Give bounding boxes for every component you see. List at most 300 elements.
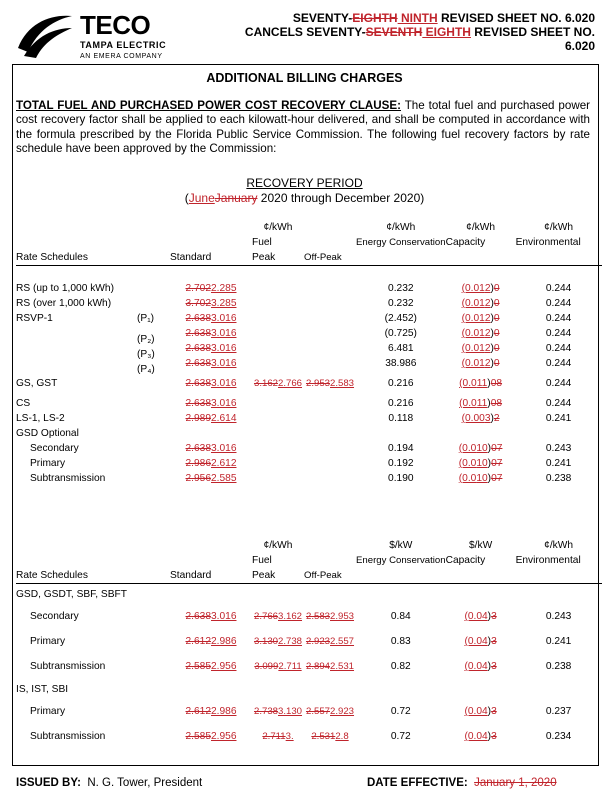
rate-schedule-name — [16, 341, 170, 360]
new-value: 2.614 — [211, 413, 237, 424]
new-value: 2.531 — [330, 660, 355, 672]
peak-value — [252, 396, 304, 411]
fuel-factor-table-kwh — [16, 220, 602, 486]
environmental-value: 0.241 — [545, 413, 572, 424]
energy-conservation-value: 0.72 — [390, 731, 411, 742]
cap-paren: ) — [490, 413, 494, 424]
environmental-value: 0.244 — [545, 283, 572, 294]
capacity-value — [446, 326, 516, 341]
environmental-value: 0.237 — [545, 706, 572, 717]
cap-new-digit: 4 — [482, 661, 488, 672]
energy-conservation-value: 6.481 — [388, 343, 414, 354]
struck-value: 2.585 — [185, 661, 211, 672]
capacity-value — [446, 629, 516, 654]
struck-value: 2.638 — [185, 358, 211, 369]
cap-prefix: (0.0 — [459, 398, 477, 409]
cap-new-digit: 4 — [482, 611, 488, 622]
new-value: 2.986 — [211, 636, 237, 647]
rate-schedule-name — [16, 629, 170, 654]
rate-period-label: (P₁) — [137, 313, 155, 324]
standard-value — [170, 456, 252, 471]
new-value: 2.711 — [278, 660, 302, 672]
struck-value: 2.638 — [185, 398, 211, 409]
recovery-period-range: (JuneJanuary 2020 through December 2020) — [184, 191, 425, 205]
environmental-value: 0.244 — [545, 398, 572, 409]
energy-conservation-value: 0.83 — [390, 636, 411, 647]
peak-header-2: Peak — [252, 568, 304, 584]
struck-value: 3.702 — [185, 298, 211, 309]
issued-by — [16, 777, 202, 789]
capacity-value — [446, 341, 516, 356]
offpeak-header: Off-Peak — [304, 250, 356, 266]
offpeak-value — [304, 604, 356, 629]
offpeak-value — [304, 296, 356, 311]
offpeak-header-2: Off-Peak — [304, 568, 356, 584]
rate-schedule-label: GSD Optional — [16, 428, 79, 439]
rate-schedule-name — [16, 654, 170, 679]
struck-value: 3.099 — [254, 660, 279, 672]
rate-schedule-name — [16, 296, 170, 311]
standard-value — [170, 396, 252, 411]
energy-conservation-value: 0.118 — [388, 413, 414, 424]
struck-value: 2.894 — [305, 660, 330, 672]
standard-value — [170, 296, 252, 311]
peak-value — [252, 471, 304, 486]
new-value: 2.8 — [335, 730, 349, 742]
cap-old-digit: 08 — [490, 398, 503, 409]
new-value: 3.162 — [278, 610, 303, 622]
env-header: Environmental — [515, 237, 581, 248]
group-title: IS, IST, SBI — [16, 683, 69, 695]
new-value: 3.016 — [211, 443, 237, 454]
intro-paragraph — [16, 99, 590, 157]
peak-value — [252, 654, 304, 679]
cap-paren: ) — [490, 328, 494, 339]
rate-schedule-label: Subtransmission — [30, 473, 106, 484]
struck-value: 2.638 — [185, 313, 211, 324]
struck-value: 2.923 — [305, 635, 330, 647]
capacity-value — [446, 471, 516, 486]
energy-conservation-value: 0.232 — [388, 283, 414, 294]
group-title-row — [16, 584, 602, 605]
new-value: 3.016 — [211, 343, 237, 354]
cap-old-digit: 0 — [493, 343, 500, 354]
table-row — [16, 456, 602, 471]
new-value: 2.956 — [211, 661, 237, 672]
new-value: 3.285 — [211, 298, 237, 309]
cap-old-digit: 3 — [491, 706, 497, 717]
standard-value — [170, 699, 252, 724]
new-value: 3. — [285, 730, 294, 742]
rate-schedule-name — [16, 356, 170, 375]
cap-paren: ) — [487, 473, 492, 484]
struck-value: 2.711 — [262, 730, 286, 742]
table-row — [16, 341, 602, 356]
environmental-value: 0.244 — [545, 378, 572, 389]
offpeak-value — [304, 341, 356, 356]
capacity-value — [446, 356, 516, 371]
struck-value: 2.986 — [185, 458, 211, 469]
cap-header: Capacity — [445, 237, 486, 248]
cap-paren: ) — [490, 283, 494, 294]
cancels-sheet-line: CANCELS SEVENTY-SEVENTH EIGHTH REVISED SHEET NO. — [244, 25, 595, 39]
table-row — [16, 471, 602, 486]
offpeak-value — [304, 311, 356, 326]
environmental-value: 0.244 — [545, 358, 572, 369]
standard-header-2: Standard — [170, 568, 252, 584]
cancels-sheet-number: 6.020 — [564, 39, 595, 53]
peak-value — [252, 629, 304, 654]
cap-old-digit: 2 — [493, 413, 500, 424]
new-value: 2.585 — [211, 473, 237, 484]
cap-header-2: Capacity — [445, 555, 486, 566]
new-value: 2.953 — [330, 610, 355, 622]
environmental-value: 0.244 — [545, 298, 572, 309]
new-value: 3.016 — [211, 398, 237, 409]
cap-prefix: (0.0 — [458, 458, 477, 469]
standard-value — [170, 724, 252, 749]
struck-value: 2.638 — [185, 343, 211, 354]
cap-paren: ) — [487, 661, 492, 672]
energy-conservation-value: 0.216 — [388, 398, 414, 409]
offpeak-value — [304, 724, 356, 749]
standard-value — [170, 629, 252, 654]
rate-schedule-label: LS-1, LS-2 — [16, 413, 65, 424]
env-header-2: Environmental — [515, 555, 581, 566]
rate-schedule-label: Primary — [30, 636, 66, 647]
struck-value: 2.702 — [185, 283, 211, 294]
capacity-value — [446, 654, 516, 679]
logo-tagline: AN EMERA COMPANY — [80, 53, 163, 60]
table-row — [16, 411, 602, 426]
energy-conservation-value: 0.84 — [390, 611, 411, 622]
rate-schedule-name — [16, 471, 170, 486]
peak-value — [252, 326, 304, 341]
cap-paren: ) — [487, 378, 491, 389]
peak-value — [252, 281, 304, 296]
cap-paren: ) — [487, 636, 492, 647]
struck-value: 2.638 — [185, 611, 211, 622]
table-row — [16, 356, 602, 371]
capacity-value — [446, 396, 516, 411]
offpeak-value — [304, 411, 356, 426]
new-value: 2.956 — [211, 731, 237, 742]
cap-paren: ) — [487, 611, 492, 622]
issued-value: N. G. Tower, President — [87, 777, 203, 789]
cap-old-digit: 07 — [491, 473, 503, 484]
cap-new-digit: 11 — [476, 378, 488, 389]
standard-value — [170, 471, 252, 486]
struck-value: 2.638 — [185, 378, 211, 389]
standard-value — [170, 356, 252, 371]
cap-paren: ) — [487, 706, 492, 717]
new-value: 2.766 — [278, 377, 303, 389]
offpeak-value — [304, 441, 356, 456]
new-value: 2.612 — [211, 458, 237, 469]
cap-old-digit: 0 — [493, 328, 500, 339]
cap-old-digit: 0 — [493, 313, 500, 324]
standard-value — [170, 341, 252, 356]
recovery-period-label: RECOVERY PERIOD — [246, 176, 363, 190]
cap-old-digit: 0 — [493, 283, 500, 294]
cap-new-digit: 2 — [484, 283, 491, 294]
cap-prefix: (0.0 — [458, 473, 477, 484]
rate-schedule-label: RS (up to 1,000 kWh) — [16, 283, 114, 294]
page-title: ADDITIONAL BILLING CHARGES — [206, 71, 403, 85]
standard-value — [170, 326, 252, 341]
environmental-value: 0.244 — [545, 328, 572, 339]
cap-prefix: (0.0 — [464, 706, 482, 717]
standard-value — [170, 371, 252, 396]
environmental-value: 0.243 — [545, 611, 572, 622]
environmental-value: 0.244 — [545, 313, 572, 324]
table-row — [16, 604, 602, 629]
cap-old-digit: 07 — [491, 458, 503, 469]
cap-prefix: (0.01 — [461, 343, 485, 354]
rate-period-label: (P₃) — [137, 348, 155, 360]
table-row — [16, 699, 602, 724]
ec-header-2: Energy Conservation — [356, 554, 446, 566]
standard-value — [170, 411, 252, 426]
cap-old-digit: 07 — [491, 443, 503, 454]
cap-old-digit: 3 — [491, 636, 497, 647]
new-value: 2.557 — [330, 635, 355, 647]
struck-value: 2.612 — [185, 636, 211, 647]
new-value: 3.016 — [211, 611, 237, 622]
table-row — [16, 296, 602, 311]
rate-schedule-label: RSVP-1 — [16, 313, 53, 324]
fuel-factor-table-kw — [16, 538, 602, 749]
energy-conservation-value: 0.82 — [390, 661, 411, 672]
env-unit: ¢/kWh — [544, 222, 574, 233]
struck-value: 2.612 — [185, 706, 211, 717]
company-logo — [14, 8, 204, 68]
offpeak-value — [304, 356, 356, 371]
offpeak-value — [304, 654, 356, 679]
logo-wordmark: TECO — [80, 10, 151, 40]
cap-new-digit: 3 — [484, 413, 491, 424]
rate-schedule-name — [16, 456, 170, 471]
rate-schedule-label: CS — [16, 398, 31, 409]
cap-prefix: (0.0 — [458, 443, 477, 454]
struck-value: 2.638 — [185, 443, 211, 454]
rate-schedules-header: Rate Schedules — [16, 250, 170, 266]
cap-prefix: (0.00 — [461, 413, 485, 424]
rate-schedule-label: RS (over 1,000 kWh) — [16, 298, 112, 309]
table-row — [16, 311, 602, 326]
rate-schedule-name — [16, 411, 170, 426]
cap-paren: ) — [490, 343, 494, 354]
table-row — [16, 629, 602, 654]
cap-new-digit: 4 — [482, 636, 488, 647]
offpeak-value — [304, 396, 356, 411]
energy-conservation-value: 0.72 — [390, 706, 411, 717]
peak-value — [252, 371, 304, 396]
cap-old-digit: 08 — [490, 378, 503, 389]
new-value: 3.130 — [278, 705, 303, 717]
cap-old-digit: 0 — [493, 358, 500, 369]
cap-prefix: (0.0 — [464, 731, 482, 742]
group-title: GSD, GSDT, SBF, SBFT — [16, 588, 127, 600]
table-row — [16, 426, 602, 441]
cap-prefix: (0.01 — [461, 358, 485, 369]
energy-conservation-value: 0.190 — [388, 473, 414, 484]
effective-label: DATE EFFECTIVE: — [367, 777, 468, 789]
peak-value — [252, 411, 304, 426]
cap-new-digit: 4 — [482, 731, 488, 742]
capacity-value — [446, 724, 516, 749]
teco-swoosh-icon — [14, 8, 76, 64]
struck-value: 3.162 — [253, 377, 278, 389]
cap-prefix: (0.01 — [461, 298, 485, 309]
ec-header: Energy Conservation — [356, 236, 446, 248]
date-effective — [367, 777, 557, 789]
peak-value — [252, 426, 304, 441]
rate-period-label: (P₂) — [137, 333, 155, 345]
standard-value — [170, 604, 252, 629]
environmental-value: 0.238 — [545, 661, 572, 672]
cap-paren: ) — [490, 298, 494, 309]
cap-new-digit: 2 — [484, 313, 491, 324]
cap-prefix: (0.0 — [464, 611, 482, 622]
struck-value: 2.638 — [185, 328, 211, 339]
cap-prefix: (0.0 — [464, 636, 482, 647]
sheet-number-line: SEVENTY-EIGHTH NINTH REVISED SHEET NO. 6.020 — [292, 11, 595, 25]
peak-value — [252, 604, 304, 629]
environmental-value: 0.238 — [545, 473, 572, 484]
table-row — [16, 281, 602, 296]
rate-schedule-name — [16, 396, 170, 411]
rate-schedule-label: Subtransmission — [30, 731, 106, 742]
cap-new-digit: 4 — [482, 706, 488, 717]
standard-value — [170, 441, 252, 456]
rate-schedule-label: Subtransmission — [30, 661, 106, 672]
capacity-value — [446, 699, 516, 724]
rate-schedule-name — [16, 426, 170, 441]
peak-header: Peak — [252, 250, 304, 266]
struck-value: 3.130 — [253, 635, 278, 647]
capacity-value — [446, 604, 516, 629]
energy-conservation-value — [356, 426, 446, 441]
environmental-value: 0.234 — [545, 731, 572, 742]
ec-unit: ¢/kWh — [386, 222, 416, 233]
fuel-header-2: Fuel — [252, 555, 272, 566]
peak-value — [252, 724, 304, 749]
standard-value — [170, 281, 252, 296]
rate-period-label: (P₄) — [137, 363, 155, 375]
new-value: 2.923 — [330, 705, 355, 717]
table-row — [16, 371, 602, 396]
rate-schedule-name — [16, 326, 170, 345]
table-row — [16, 724, 602, 749]
struck-value: 2.531 — [311, 730, 336, 742]
rate-schedule-label: Primary — [30, 706, 66, 717]
energy-conservation-value: 0.232 — [388, 298, 414, 309]
offpeak-value — [304, 326, 356, 341]
cap-new-digit: 2 — [484, 328, 491, 339]
rate-schedule-name — [16, 604, 170, 629]
struck-value: 2.583 — [305, 610, 330, 622]
effective-value: January 1, 2020 — [474, 777, 557, 789]
environmental-value: 0.241 — [545, 458, 572, 469]
cap-prefix: (0.0 — [459, 378, 477, 389]
peak-value — [252, 311, 304, 326]
rate-schedule-label: Primary — [30, 458, 66, 469]
standard-value — [170, 311, 252, 326]
rate-schedule-label: Secondary — [30, 443, 79, 454]
offpeak-value — [304, 699, 356, 724]
capacity-value — [446, 311, 516, 326]
ec-unit-2: $/kW — [389, 540, 413, 551]
cap-unit-2: $/kW — [468, 540, 493, 551]
energy-conservation-value: (2.452) — [384, 313, 417, 324]
fuel-unit: ¢/kWh — [263, 222, 293, 233]
cap-old-digit: 3 — [491, 611, 497, 622]
rate-schedule-label: Secondary — [30, 611, 79, 622]
capacity-value — [446, 281, 516, 296]
cap-prefix: (0.01 — [461, 313, 485, 324]
cap-old-digit: 3 — [491, 661, 497, 672]
cap-prefix: (0.01 — [461, 283, 485, 294]
rate-schedule-name — [16, 371, 170, 396]
peak-value — [252, 441, 304, 456]
cap-new-digit: 2 — [484, 358, 491, 369]
capacity-value — [446, 456, 516, 471]
struck-value: 2.989 — [185, 413, 211, 424]
cap-paren: ) — [490, 313, 494, 324]
struck-value: 2.956 — [185, 473, 211, 484]
logo-subtitle: TAMPA ELECTRIC — [80, 40, 167, 50]
cap-paren: ) — [490, 358, 494, 369]
cap-paren: ) — [487, 458, 492, 469]
capacity-value — [446, 296, 516, 311]
offpeak-value — [304, 471, 356, 486]
struck-value: 2.766 — [253, 610, 278, 622]
cap-old-digit: 0 — [493, 298, 500, 309]
cap-paren: ) — [487, 443, 492, 454]
table-row — [16, 326, 602, 341]
capacity-value — [446, 426, 516, 441]
peak-value — [252, 296, 304, 311]
fuel-unit-2: ¢/kWh — [263, 540, 293, 551]
struck-value: 2.557 — [305, 705, 330, 717]
new-value: 2.738 — [278, 635, 303, 647]
cap-new-digit: 10 — [476, 473, 488, 484]
rate-schedule-name — [16, 441, 170, 456]
rate-schedule-name — [16, 311, 170, 326]
table-row — [16, 654, 602, 679]
capacity-value — [446, 441, 516, 456]
table-row — [16, 441, 602, 456]
cap-new-digit: 11 — [476, 398, 488, 409]
cap-new-digit: 2 — [484, 343, 491, 354]
energy-conservation-value: 0.216 — [388, 378, 414, 389]
fuel-header: Fuel — [252, 237, 272, 248]
new-value: 3.016 — [211, 358, 237, 369]
clause-body: The total fuel and purchased power cost recovery factor shall be applied to each kilowatt-hour delivered, and shall be computed in accordance with the formula prescribed by the Florida Public Service Commission. The following fuel recovery factors by rate schedule have been approved by the Commission: — [16, 99, 591, 156]
offpeak-value — [304, 456, 356, 471]
peak-value — [252, 699, 304, 724]
table-row — [16, 396, 602, 411]
new-value: 2.583 — [330, 377, 355, 389]
environmental-value — [516, 426, 602, 441]
offpeak-value — [304, 629, 356, 654]
cap-new-digit: 10 — [476, 443, 488, 454]
group-title-row — [16, 679, 602, 699]
cap-new-digit: 10 — [476, 458, 488, 469]
env-unit-2: ¢/kWh — [544, 540, 574, 551]
rate-schedule-name — [16, 281, 170, 296]
